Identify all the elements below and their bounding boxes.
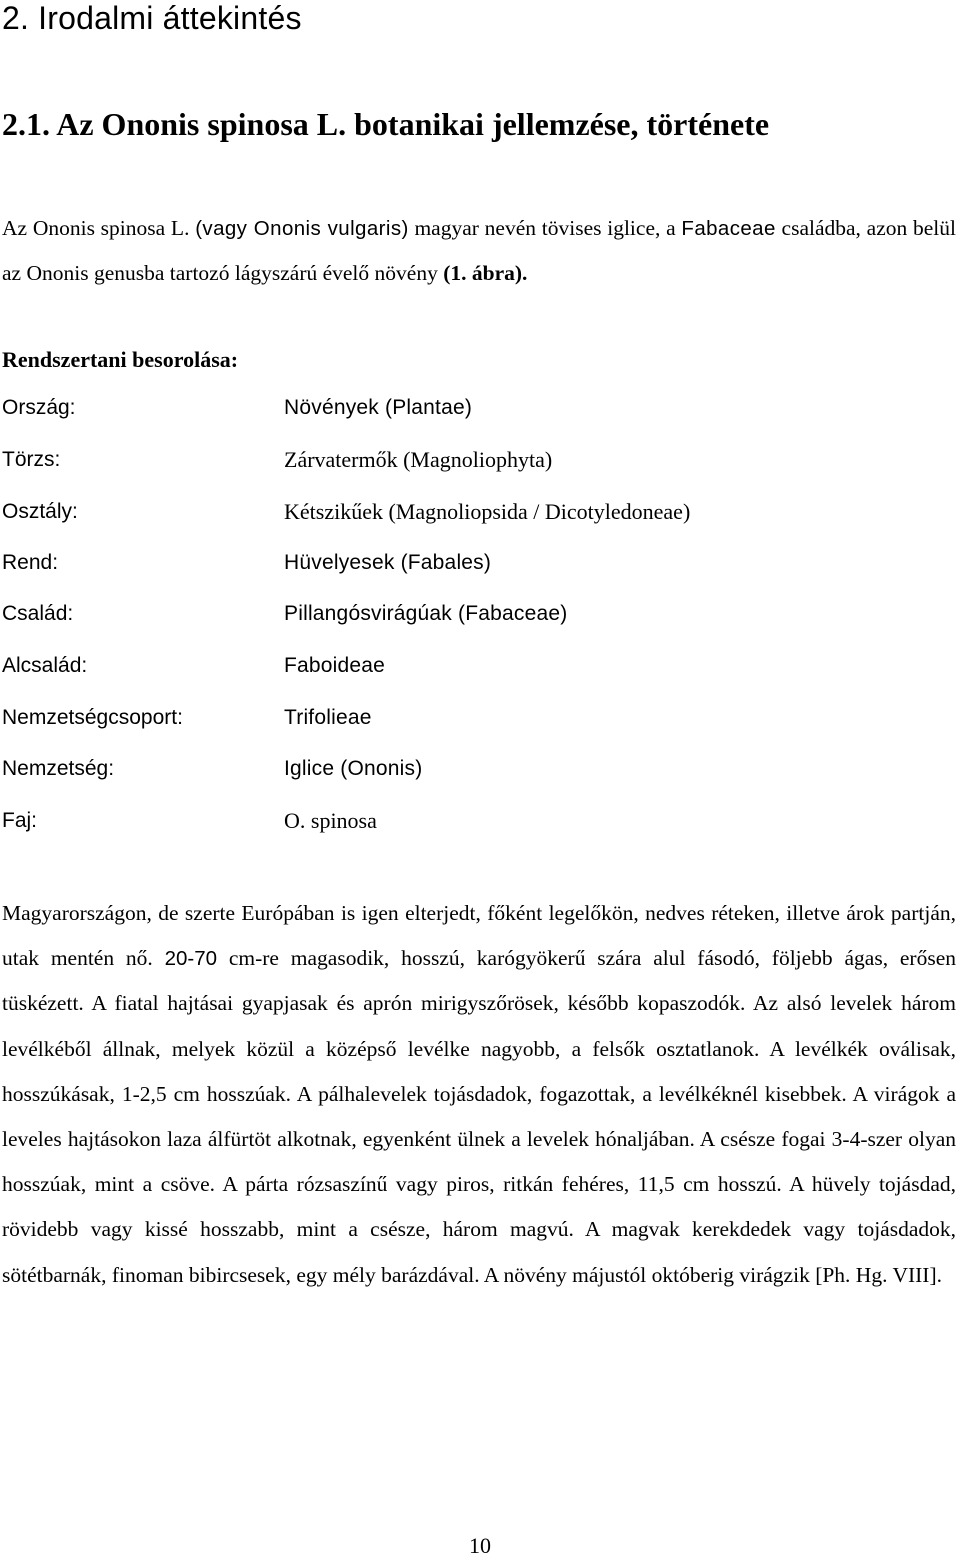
taxonomy-label: Ország:: [2, 396, 76, 419]
taxonomy-title: Rendszertani besorolása:: [2, 347, 239, 372]
taxonomy-label: Törzs:: [2, 448, 61, 471]
page-number: 10: [469, 1533, 491, 1558]
section-heading: 2.1. Az Ononis spinosa L. botanikai jellemzése, története: [2, 106, 770, 142]
taxonomy-value: Trifolieae: [284, 706, 372, 729]
taxonomy-row: [2, 698, 942, 738]
taxonomy-row: [2, 543, 942, 583]
taxonomy-label: Rend:: [2, 551, 59, 574]
description-height-range: 20-70: [164, 947, 218, 971]
intro-text-5: családba, azon belül az Ononis genusba tartozó lágyszárú évelő növény: [2, 216, 957, 285]
description-paragraph: [2, 891, 956, 1298]
intro-text-synonym: (vagy Ononis vulgaris): [195, 217, 409, 240]
taxonomy-label: Nemzetségcsoport:: [2, 706, 183, 729]
taxonomy-value: Iglice (Ononis): [284, 757, 423, 780]
taxonomy-row: [2, 440, 942, 480]
taxonomy-value: Zárvatermők (Magnoliophyta): [284, 447, 553, 472]
intro-text-3: magyar nevén tövises iglice, a: [408, 216, 682, 240]
taxonomy-value: Hüvelyesek (Fabales): [284, 551, 492, 574]
taxonomy-row: [2, 388, 942, 428]
intro-text-1: Az Ononis spinosa L.: [2, 216, 196, 240]
taxonomy-value: Pillangósvirágúak (Fabaceae): [284, 602, 568, 625]
taxonomy-value: Kétszikűek (Magnoliopsida / Dicotyledoneae): [284, 499, 691, 524]
taxonomy-label: Faj:: [2, 809, 38, 832]
taxonomy-label: Osztály:: [2, 500, 78, 523]
intro-paragraph: [2, 206, 956, 295]
taxonomy-label: Nemzetség:: [2, 757, 115, 780]
taxonomy-label: Család:: [2, 602, 74, 625]
taxonomy-row: [2, 801, 942, 841]
taxonomy-value: Növények (Plantae): [284, 396, 473, 419]
chapter-heading: 2. Irodalmi áttekintés: [2, 0, 302, 36]
taxonomy-row: [2, 749, 942, 789]
description-text-1: Magyarországon, de szerte Európában is igen elterjedt, főként legelőkön, nedves réteken, illetve árok partján, utak mentén nő.: [2, 901, 956, 971]
intro-text-family: Fabaceae: [681, 217, 776, 240]
taxonomy-value: Faboideae: [284, 654, 386, 677]
figure-reference: (1. ábra).: [443, 261, 528, 285]
taxonomy-row: [2, 646, 942, 686]
description-text-2: cm-re magasodik, hosszú, karógyökerű szára alul fásodó, följebb ágas, erősen tüskézett. A fiatal hajtásai gyapjasak és aprón mirigyszőrösek, később kopaszodók. Az alsó levelek három levélkéből állnak, melyek közül a középső levélke nagyobb, a felsők osztatlanok. A levélkék oválisak, hosszúkásak, 1-2,5 cm hosszúak. A pálhalevelek tojásdadok, fogazottak, a levélkéknél kisebbek. A virágok a leveles hajtásokon laza álfürtöt alkotnak, egyenként ülnek a levelek hónaljában. A csésze fogai 3-4-szer olyan hosszúak, mint a csöve. A párta rózsaszínű vagy piros, ritkán fehéres, 11,5 cm hosszú. A hüvely tojásdad, rövidebb vagy kissé hosszabb, mint a csésze, három magvú. A magvak kerekdedek vagy tojásdadok, sötétbarnák, finoman bibircsesek, egy mély barázdával. A növény májustól októberig virágzik [Ph. Hg. VIII].: [2, 946, 956, 1287]
taxonomy-value: O. spinosa: [284, 808, 377, 833]
taxonomy-row: [2, 492, 942, 532]
taxonomy-label: Alcsalád:: [2, 654, 88, 677]
taxonomy-row: [2, 594, 942, 634]
